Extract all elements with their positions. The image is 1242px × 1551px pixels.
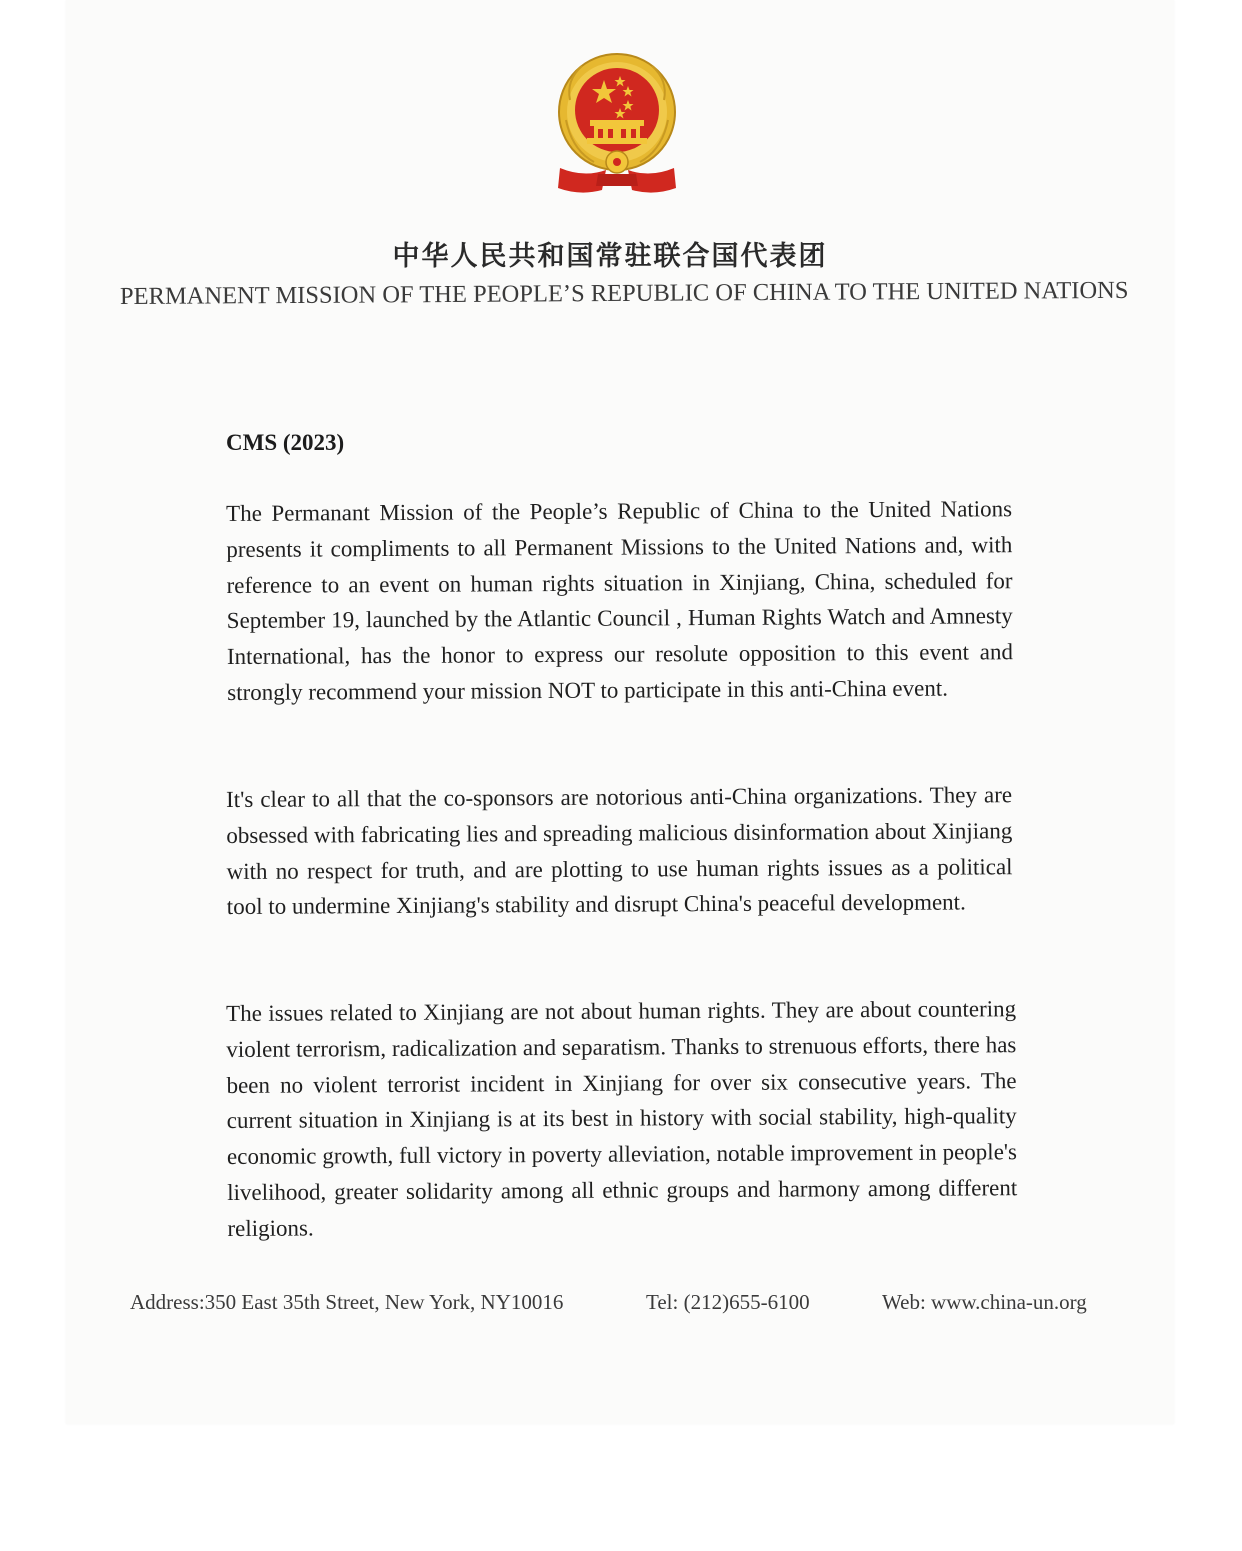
paragraph-2: It's clear to all that the co-sponsors are notorious anti-China organizations. They are obsessed with fabricating lies and spreading malicious disinformation about Xinjiang with no respect for truth, and are plotting to use human rights issues as a political tool to undermine Xinjiang's stability and disrupt China's peaceful development. <box>226 782 1013 920</box>
footer-website: Web: www.china-un.org <box>882 1290 1087 1314</box>
footer-address: Address:350 East 35th Street, New York, NY10016 <box>130 1290 564 1314</box>
reference-number: CMS (2023) <box>226 430 345 455</box>
national-emblem-icon <box>554 50 680 196</box>
mission-title-chinese: 中华人民共和国常驻联合国代表团 <box>392 241 828 272</box>
footer-telephone: Tel: (212)655-6100 <box>646 1290 810 1314</box>
paragraph-1: The Permanant Mission of the People’s Republic of China to the United Nations presents it compliments to all Permanent Missions to the United Nations and, with reference to an event on human rights situation in Xinjiang, China, scheduled for September 19, launched by the Atlantic Council , Human Rights Watch and Amnesty International, has the honor to express our resolute opposition to this event and strongly recommend your mission NOT to participate in this anti-China event. <box>226 496 1014 705</box>
paragraph-3: The issues related to Xinjiang are not about human rights. They are about countering violent terrorism, radicalization and separatism. Thanks to strenuous efforts, there has been no violent terrorist incident in Xinjiang for over six consecutive years. The current situation in Xinjiang is at its best in history with social stability, high-quality economic growth, full victory in poverty alleviation, notable improvement in people's livelihood, greater solidarity among all ethnic groups and harmony among different religions. <box>226 996 1018 1241</box>
mission-title-english: PERMANENT MISSION OF THE PEOPLE’S REPUBLIC OF CHINA TO THE UNITED NATIONS <box>119 276 1129 311</box>
